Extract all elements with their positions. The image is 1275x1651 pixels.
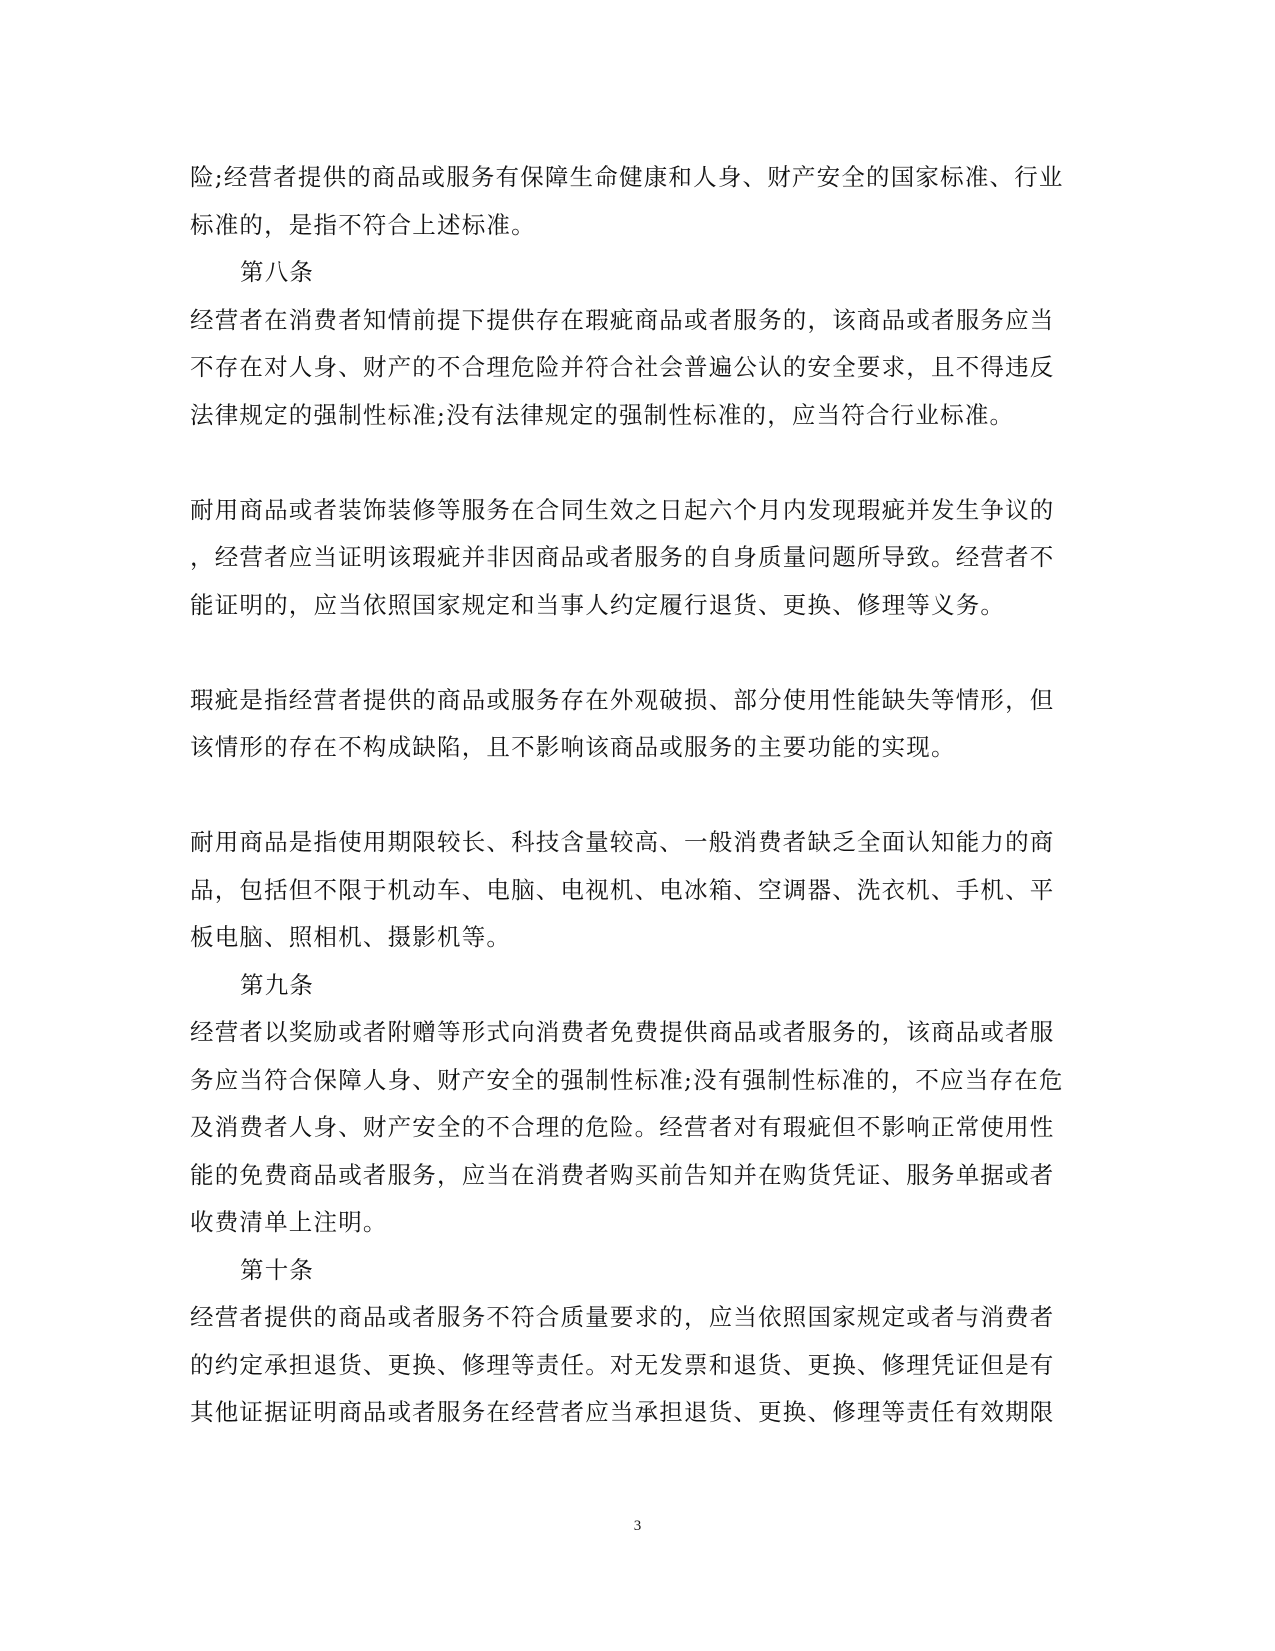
body-line: 瑕疵是指经营者提供的商品或服务存在外观破损、部分使用性能缺失等情形，但 [190, 685, 1055, 714]
body-line: 险;经营者提供的商品或服务有保障生命健康和人身、财产安全的国家标准、行业 [190, 163, 1064, 191]
body-line: ，经营者应当证明该瑕疵并非因商品或者服务的自身质量问题所导致。经营者不 [190, 543, 1055, 571]
body-line: 不存在对人身、财产的不合理危险并符合社会普遍公认的安全要求，且不得违反 [190, 353, 1055, 381]
body-line: 能证明的，应当依照国家规定和当事人约定履行退货、更换、修理等义务。 [190, 590, 1006, 619]
body-line: 务应当符合保障人身、财产安全的强制性标准;没有强制性标准的，不应当存在危 [190, 1065, 1064, 1094]
paragraph-gap [190, 772, 1080, 820]
body-line: 的约定承担退货、更换、修理等责任。对无发票和退货、更换、修理凭证但是有 [190, 1350, 1055, 1379]
body-line: 标准的，是指不符合上述标准。 [190, 210, 536, 239]
article-heading: 第九条 [240, 970, 315, 999]
body-line: 耐用商品是指使用期限较长、科技含量较高、一般消费者缺乏全面认知能力的商 [190, 828, 1055, 856]
document-body [190, 154, 1080, 1437]
body-line: 法律规定的强制性标准;没有法律规定的强制性标准的，应当符合行业标准。 [190, 400, 1015, 429]
body-line: 该情形的存在不构成缺陷，且不影响该商品或服务的主要功能的实现。 [190, 733, 956, 761]
paragraph-gap [190, 439, 1080, 487]
body-line: 板电脑、照相机、摄影机等。 [190, 923, 512, 951]
body-line: 收费清单上注明。 [190, 1208, 388, 1236]
body-line: 及消费者人身、财产安全的不合理的危险。经营者对有瑕疵但不影响正常使用性 [190, 1113, 1055, 1141]
body-line: 耐用商品或者装饰装修等服务在合同生效之日起六个月内发现瑕疵并发生争议的 [190, 495, 1055, 524]
paragraph-gap [190, 629, 1080, 677]
body-line: 经营者提供的商品或者服务不符合质量要求的，应当依照国家规定或者与消费者 [190, 1303, 1055, 1331]
body-line: 经营者在消费者知情前提下提供存在瑕疵商品或者服务的，该商品或者服务应当 [190, 305, 1055, 334]
article-heading: 第八条 [240, 258, 315, 286]
page-number: 3 [633, 1518, 642, 1534]
body-line: 其他证据证明商品或者服务在经营者应当承担退货、更换、修理等责任有效期限 [190, 1398, 1055, 1426]
body-line: 经营者以奖励或者附赠等形式向消费者免费提供商品或者服务的，该商品或者服 [190, 1018, 1055, 1046]
body-line: 能的免费商品或者服务，应当在消费者购买前告知并在购货凭证、服务单据或者 [190, 1160, 1055, 1189]
body-line: 品，包括但不限于机动车、电脑、电视机、电冰箱、空调器、洗衣机、手机、平 [190, 875, 1055, 904]
article-heading: 第十条 [240, 1255, 315, 1284]
